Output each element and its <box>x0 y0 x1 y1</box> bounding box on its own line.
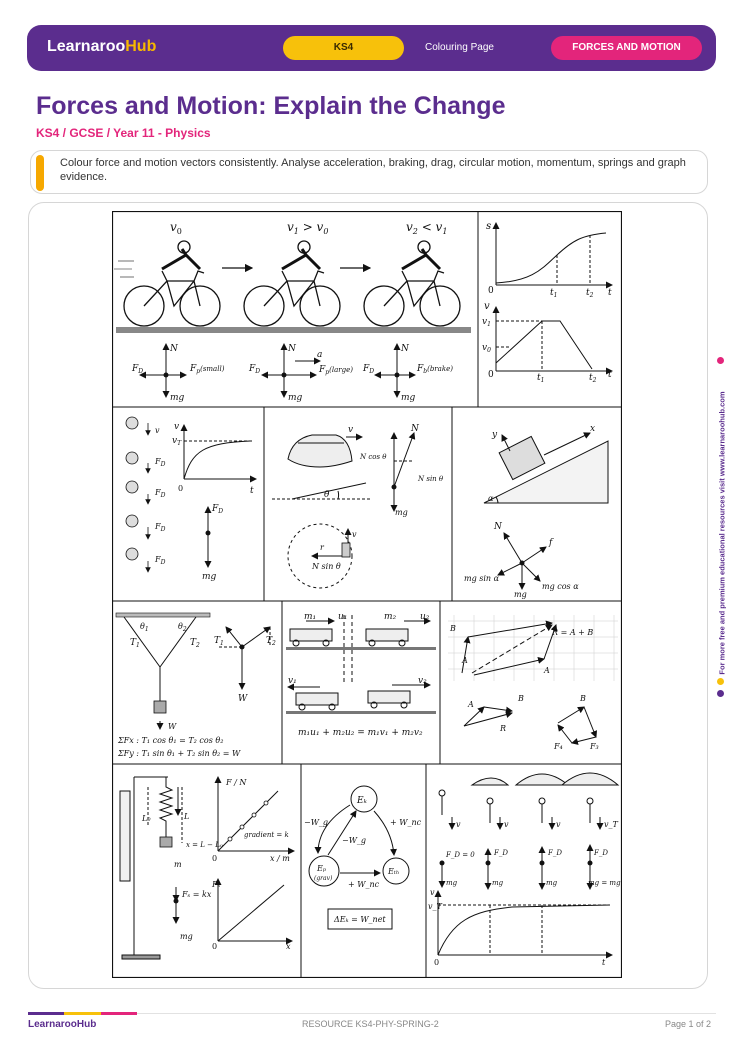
label-mg: mg <box>202 572 217 582</box>
tick-t1: $t_1$ <box>550 288 558 299</box>
label-L: L <box>184 812 190 821</box>
label-T2: $T_2$ <box>190 638 200 649</box>
label-theta: θ <box>324 490 330 500</box>
resource-type-label: Colouring Page <box>425 42 494 53</box>
label-Fp-large: $F_p^{(large)}$ <box>319 365 353 376</box>
label-v: v <box>352 530 357 539</box>
label-mg: mg <box>288 393 303 403</box>
label-T1: $T_1$ <box>130 638 140 649</box>
tick-v0: $v_0$ <box>482 343 491 354</box>
footer-brand-accent: Hub <box>76 1019 97 1030</box>
brand-accent: Hub <box>125 38 157 55</box>
panel-falling-balls <box>126 417 256 582</box>
label-u1: u₁ <box>338 612 348 622</box>
side-dot-purple <box>717 690 724 697</box>
label-Nsin: N sin θ <box>312 562 341 571</box>
axis-v: v <box>430 888 435 897</box>
footer-brand[interactable] <box>28 1019 96 1030</box>
label-F3: F₃ <box>590 742 599 751</box>
label-v2-lt-v1: $v_2 < v_1$ <box>406 220 448 236</box>
label-v1-gt-v0: $v_1 > v_0$ <box>287 220 329 236</box>
label-FD: $F_D$ <box>212 504 224 515</box>
label-mg: mg <box>180 932 193 941</box>
page-number: Page 1 of 2 <box>665 1019 712 1029</box>
footer-brand-main: Learnaroo <box>28 1019 77 1030</box>
tick-v1: $v_1$ <box>482 317 491 328</box>
page-title: Forces and Motion: Explain the Change <box>36 92 506 120</box>
label-Fp-small: $F_p^{(small)}$ <box>190 364 225 375</box>
panel-banked-curve <box>272 424 444 588</box>
node-Eth: Eₜₕ <box>388 867 400 876</box>
label-B: B <box>450 624 456 633</box>
label-R: R <box>500 724 507 733</box>
tick-t2: $t_2$ <box>586 288 594 299</box>
axis-v: v <box>484 301 490 312</box>
label-plus-Wnc: + W_nc <box>348 880 380 889</box>
axis-t: t <box>608 288 612 298</box>
equation-energy: ΔEₖ = W_net <box>334 915 386 924</box>
label-Fs-kx: Fₛ = kx <box>182 890 212 899</box>
label-theta2: $\theta_2$ <box>178 622 187 633</box>
label-T2: $T_2$ <box>266 636 276 647</box>
label-m2: m₂ <box>384 612 397 622</box>
node-Ek: Eₖ <box>357 796 367 806</box>
label-v1: v₁ <box>288 676 297 686</box>
axis-vT: v_T <box>428 902 442 911</box>
label-A: A <box>468 700 474 709</box>
label-mg: mg <box>492 879 504 887</box>
instructions-text: Colour force and motion vectors consistently. Analyse acceleration, braking, drag, circular motion, momentum, springs and graph evidence. <box>60 157 686 183</box>
label-mg-equals-mg: mg = mg <box>588 879 621 887</box>
label-mg: mg <box>446 879 458 887</box>
label-v: v <box>504 820 509 829</box>
label-FD: $F_D$ <box>155 522 166 533</box>
axis-zero: 0 <box>488 286 494 296</box>
label-m: m <box>174 860 182 869</box>
label-FD: $F_D$ <box>363 364 375 375</box>
page-subtitle: KS4 / GCSE / Year 11 - Physics <box>36 126 211 140</box>
label-W: W <box>238 694 248 704</box>
label-mg: mg <box>514 590 527 599</box>
footer-color-stripe <box>28 1012 137 1015</box>
panel-energy-cycle <box>304 786 422 929</box>
label-Fb-brake: $F_b^{(brake)}$ <box>417 364 453 375</box>
label-mg: mg <box>546 879 558 887</box>
label-vT: v_T <box>604 820 618 829</box>
label-alpha: α <box>488 494 494 503</box>
axis-zero: 0 <box>212 854 218 863</box>
brand-logo[interactable] <box>47 38 156 56</box>
panel-spring <box>120 777 294 959</box>
tick-t1: $t_1$ <box>537 373 545 384</box>
axis-x: x / m <box>270 854 290 863</box>
label-mg: mg <box>170 393 185 403</box>
label-resultant: R = A + B <box>552 628 594 637</box>
header-bar <box>27 25 716 71</box>
label-mg-cos: mg cos α <box>542 582 579 591</box>
label-gradient: gradient = k <box>244 831 289 839</box>
label-mg: mg <box>401 393 416 403</box>
instructions-box <box>30 150 708 194</box>
label-W: W <box>168 722 177 731</box>
side-promo-text[interactable]: For more free and premium educational resources visit www.learnaroohub.com <box>717 391 727 675</box>
label-FD: $F_D$ <box>155 488 166 499</box>
equation-sum-fy: ΣFy : T₁ sin θ₁ + T₂ sin θ₂ = W <box>118 749 241 758</box>
label-f: f <box>549 538 553 548</box>
label-FD: F_D <box>594 849 608 857</box>
label-m1: m₁ <box>304 612 317 622</box>
label-r: r <box>320 543 324 552</box>
label-T1: $T_1$ <box>214 636 224 647</box>
road <box>116 327 471 333</box>
label-N: N <box>401 344 409 354</box>
label-plus-Wnc: + W_nc <box>390 818 422 827</box>
panel-cyclists <box>114 220 471 403</box>
label-FD: $F_D$ <box>132 364 144 375</box>
label-x: x <box>590 424 596 434</box>
panel-parachutist <box>428 773 621 967</box>
axis-v: v <box>174 422 180 432</box>
axis-x: x <box>286 942 291 951</box>
label-B: B <box>580 694 586 703</box>
label-minus-Wg: −W_g <box>342 836 367 845</box>
panel-vectors <box>448 615 618 751</box>
label-minus-Wg: −W_g <box>304 818 329 827</box>
label-v: v <box>456 820 461 829</box>
axis-t: t <box>602 958 606 967</box>
axis-t: t <box>608 370 612 380</box>
label-v: v <box>348 425 354 435</box>
instructions-accent-bar <box>36 155 44 191</box>
label-u2: u₂ <box>420 612 430 622</box>
equation-sum-fx: ΣFx : T₁ cos θ₁ = T₂ cos θ₂ <box>118 736 224 745</box>
resource-code: RESOURCE KS4-PHY-SPRING-2 <box>302 1019 439 1029</box>
node-Ep: Eₚ <box>317 864 327 873</box>
node-Ep-grav: (grav) <box>314 875 333 882</box>
axis-F: F / N <box>226 778 247 787</box>
axis-zero: 0 <box>488 370 494 380</box>
label-FD: F_D <box>548 849 562 857</box>
label-v: v <box>556 820 561 829</box>
label-FD: $F_D$ <box>155 457 166 468</box>
label-FD: $F_D$ <box>155 555 166 566</box>
panel-st-vt-graphs <box>482 221 612 384</box>
axis-zero: 0 <box>178 484 184 493</box>
label-N: N <box>411 424 419 434</box>
label-a: a <box>317 350 323 360</box>
label-theta1: $\theta_1$ <box>140 622 149 633</box>
panel-incline <box>464 424 608 599</box>
label-FD-zero: F_D = 0 <box>446 851 475 859</box>
label-N: N <box>494 522 502 532</box>
level-pill[interactable]: KS4 <box>283 36 404 60</box>
label-mg-sin: mg sin α <box>464 574 500 583</box>
label-v: v <box>155 426 160 435</box>
side-dot-pink <box>717 357 724 364</box>
axis-s: s <box>486 221 492 232</box>
physics-diagram-figure <box>112 211 622 978</box>
brand-main: Learnaroo <box>47 38 126 55</box>
label-Nsin: N sin θ <box>418 475 444 483</box>
label-L0: L₀ <box>142 814 151 823</box>
label-y: y <box>492 430 498 440</box>
axis-zero: 0 <box>212 942 218 951</box>
tick-t2: $t_2$ <box>589 373 597 384</box>
label-Ncos: N cos θ <box>360 453 387 461</box>
label-A: A <box>544 666 550 675</box>
panel-tensions <box>116 613 276 758</box>
label-v0: $v_0$ <box>170 220 182 236</box>
axis-Fs: Fₛ <box>212 880 221 889</box>
label-N: N <box>170 344 178 354</box>
label-A: A <box>462 656 468 665</box>
axis-zero: 0 <box>434 958 440 967</box>
label-mg: mg <box>395 508 408 517</box>
label-FD: $F_D$ <box>249 364 261 375</box>
side-dot-yellow <box>717 678 724 685</box>
axis-vT: $v_T$ <box>172 436 182 447</box>
label-v2: v₂ <box>418 676 427 686</box>
label-N: N <box>288 344 296 354</box>
equation-momentum: m₁u₁ + m₂u₂ = m₁v₁ + m₂v₂ <box>298 728 423 738</box>
label-FD: F_D <box>494 849 508 857</box>
label-B: B <box>518 694 524 703</box>
axis-t: t <box>250 486 254 496</box>
topic-pill[interactable]: FORCES AND MOTION <box>551 36 702 60</box>
speed-lines <box>114 261 134 277</box>
footer-divider <box>137 1013 716 1014</box>
panel-momentum <box>286 612 436 738</box>
side-promo <box>712 355 732 700</box>
label-F4: F₄ <box>554 742 563 751</box>
label-extension: x = L − L₀ <box>186 841 223 849</box>
